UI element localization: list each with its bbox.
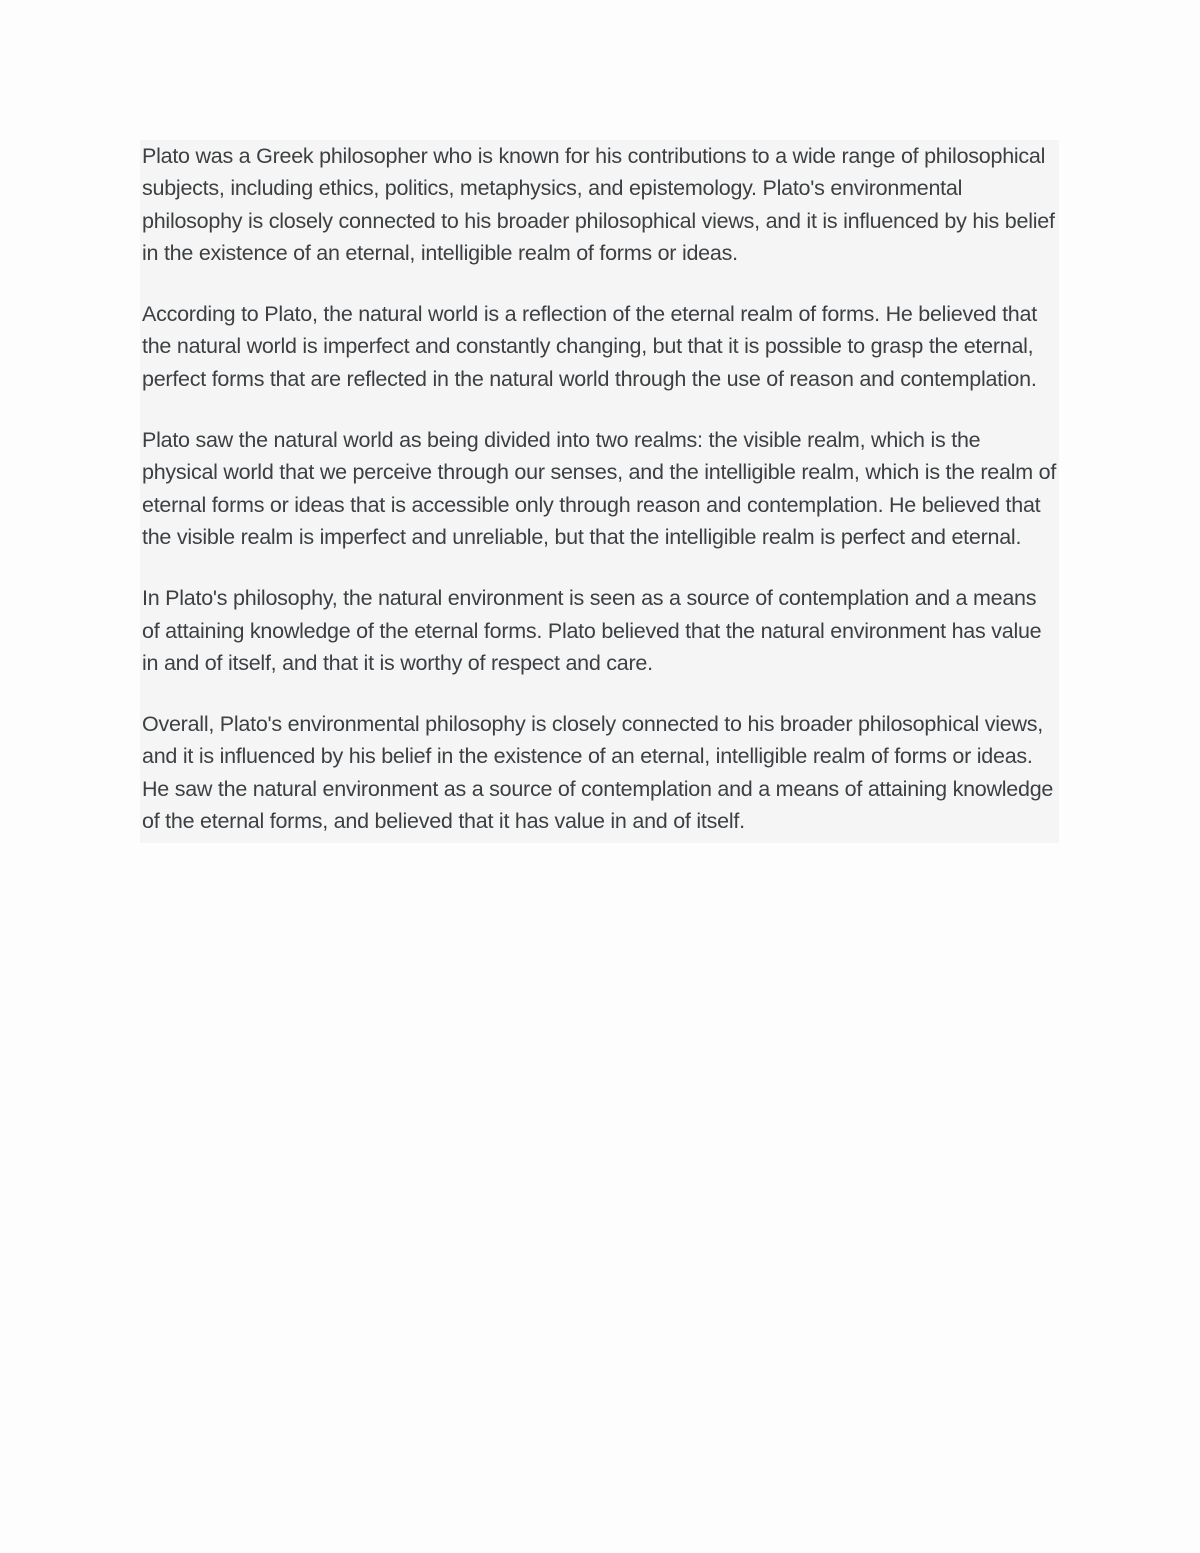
paragraph-3: Plato saw the natural world as being divided into two realms: the visible realm, which is the physical world that we perceive through our senses, and the intelligible realm, which is the realm of eternal forms or ideas that is accessible only through reason and contemplation. He believed that the visible realm is imperfect and unreliable, but that the intelligible realm is perfect and eternal. (142, 428, 1057, 549)
paragraph-2: According to Plato, the natural world is a reflection of the eternal realm of forms. He believed that the natural world is imperfect and constantly changing, but that it is possible to grasp the eternal, perfect forms that are reflected in the natural world through the use of reason and contemplation. (142, 302, 1037, 391)
text-block[interactable] (140, 140, 1059, 843)
paragraph-1: Plato was a Greek philosopher who is known for his contributions to a wide range of philosophical subjects, including ethics, politics, metaphysics, and epistemology. Plato's environmental philosophy is closely connected to his broader philosophical views, and it is influenced by his belief in the existence of an eternal, intelligible realm of forms or ideas. (142, 144, 1055, 265)
paragraph-4: In Plato's philosophy, the natural environment is seen as a source of contemplation and a means of attaining knowledge of the eternal forms. Plato believed that the natural environment has value in and of itself, and that it is worthy of respect and care. (142, 586, 1042, 675)
paragraph-5: Overall, Plato's environmental philosophy is closely connected to his broader philosophical views, and it is influenced by his belief in the existence of an eternal, intelligible realm of forms or ideas. He saw the natural environment as a source of contemplation and a means of attaining knowledge of the eternal forms, and believed that it has value in and of itself. (142, 712, 1054, 834)
